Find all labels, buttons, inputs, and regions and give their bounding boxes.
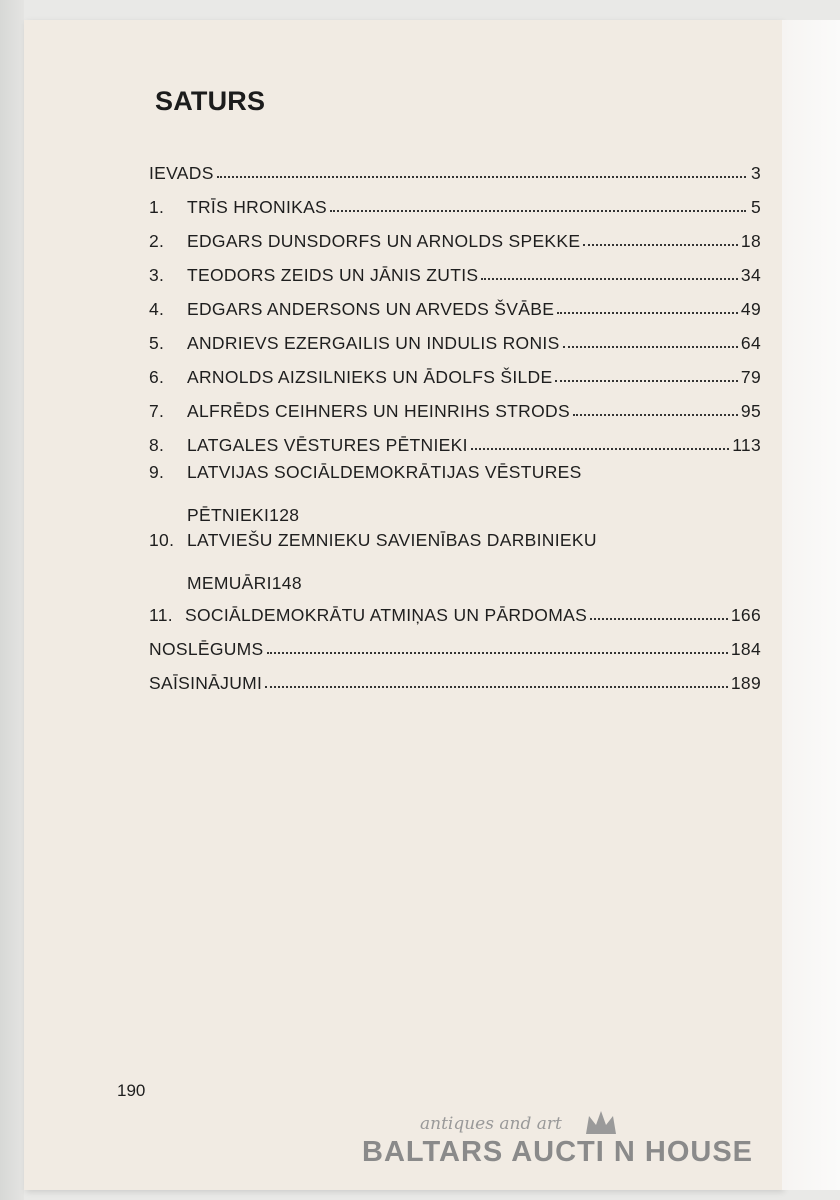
background-left — [0, 0, 24, 1200]
toc-entry-label: ANDRIEVS EZERGAILIS UN INDULIS RONIS — [187, 333, 560, 353]
toc-entry-number: 3. — [149, 265, 165, 285]
toc-entry-label: SOCIĀLDEMOKRĀTU ATMIŅAS UN PĀRDOMAS — [185, 605, 588, 625]
toc-entry-page: 184 — [730, 639, 761, 659]
toc-entry-number: 9. — [149, 462, 165, 482]
toc-entry-number: 2. — [149, 231, 165, 251]
dot-leader — [557, 312, 738, 314]
toc-entry-page: 166 — [730, 605, 761, 625]
toc-entry-label-line1: LATVIJAS SOCIĀLDEMOKRĀTIJAS VĒSTURES — [187, 462, 582, 482]
crown-icon — [584, 1108, 618, 1138]
dot-leader — [573, 414, 738, 416]
toc-entry-label-line2: MEMUĀRI — [187, 573, 272, 593]
toc-entry[interactable] — [149, 286, 761, 320]
page-title: SATURS — [155, 86, 266, 116]
watermark-tagline: antiques and art — [420, 1114, 562, 1134]
page-number: 190 — [117, 1081, 146, 1100]
toc-entry-page: 49 — [740, 299, 761, 319]
toc-entry-label-line1: LATVIEŠU ZEMNIEKU SAVIENĪBAS DARBINIEKU — [187, 530, 597, 550]
toc-entry-page: 18 — [740, 231, 761, 251]
toc-entry-page: 34 — [740, 265, 761, 285]
toc-entry-label: IEVADS — [149, 163, 214, 183]
dot-leader — [563, 346, 738, 348]
toc-entry[interactable] — [149, 524, 761, 592]
toc-entry-number: 6. — [149, 367, 165, 387]
dot-leader — [267, 652, 728, 654]
toc-entry-conclusion[interactable] — [149, 626, 761, 660]
toc-entry[interactable] — [149, 218, 761, 252]
toc-entry[interactable] — [149, 456, 761, 524]
toc-entry-page: 95 — [740, 401, 761, 421]
toc-entry[interactable] — [149, 184, 761, 218]
toc-entry-page: 3 — [750, 163, 761, 183]
toc-entry-label: EDGARS DUNSDORFS UN ARNOLDS SPEKKE — [187, 231, 581, 251]
dot-leader — [217, 176, 746, 178]
toc-entry-label: TEODORS ZEIDS UN JĀNIS ZUTIS — [187, 265, 479, 285]
toc-entry-number: 5. — [149, 333, 165, 353]
dot-leader — [555, 380, 737, 382]
toc-entry-page: 189 — [730, 673, 761, 693]
toc-entry[interactable] — [149, 422, 761, 456]
toc-entry-number: 8. — [149, 435, 165, 455]
table-of-contents — [149, 150, 761, 694]
dot-leader — [265, 686, 728, 688]
toc-entry-number: 1. — [149, 197, 165, 217]
toc-entry-label: SAĪSINĀJUMI — [149, 673, 263, 693]
toc-entry-page: 148 — [271, 573, 302, 593]
facing-page-edge — [782, 20, 840, 1190]
watermark-name: BALTARS AUCTI N HOUSE — [362, 1136, 754, 1168]
toc-entry-number: 4. — [149, 299, 165, 319]
toc-entry[interactable] — [149, 592, 761, 626]
toc-entry[interactable] — [149, 252, 761, 286]
toc-entry-label: EDGARS ANDERSONS UN ARVEDS ŠVĀBE — [187, 299, 555, 319]
dot-leader — [481, 278, 738, 280]
toc-entry-page: 128 — [269, 505, 300, 525]
dot-leader — [590, 618, 728, 620]
toc-entry-intro[interactable] — [149, 150, 761, 184]
toc-entry-abbreviations[interactable] — [149, 660, 761, 694]
toc-entry[interactable] — [149, 354, 761, 388]
toc-entry-page: 64 — [740, 333, 761, 353]
dot-leader — [471, 448, 729, 450]
toc-entry-label: ALFRĒDS CEIHNERS UN HEINRIHS STRODS — [187, 401, 570, 421]
toc-entry-page: 5 — [750, 197, 761, 217]
auction-house-watermark — [362, 1108, 762, 1178]
toc-entry-page: 79 — [740, 367, 761, 387]
toc-entry[interactable] — [149, 388, 761, 422]
toc-entry-label: TRĪS HRONIKAS — [187, 197, 328, 217]
toc-entry-page: 113 — [732, 435, 761, 455]
toc-entry[interactable] — [149, 320, 761, 354]
toc-entry-label: ARNOLDS AIZSILNIEKS UN ĀDOLFS ŠILDE — [187, 367, 553, 387]
dot-leader — [330, 210, 746, 212]
toc-entry-number: 11. — [149, 605, 173, 625]
toc-entry-label-line2: PĒTNIEKI — [187, 505, 270, 525]
toc-entry-label: NOSLĒGUMS — [149, 639, 264, 659]
toc-entry-number: 10. — [149, 530, 175, 550]
toc-entry-label: LATGALES VĒSTURES PĒTNIEKI — [187, 435, 468, 455]
toc-entry-number: 7. — [149, 401, 165, 421]
dot-leader — [583, 244, 738, 246]
